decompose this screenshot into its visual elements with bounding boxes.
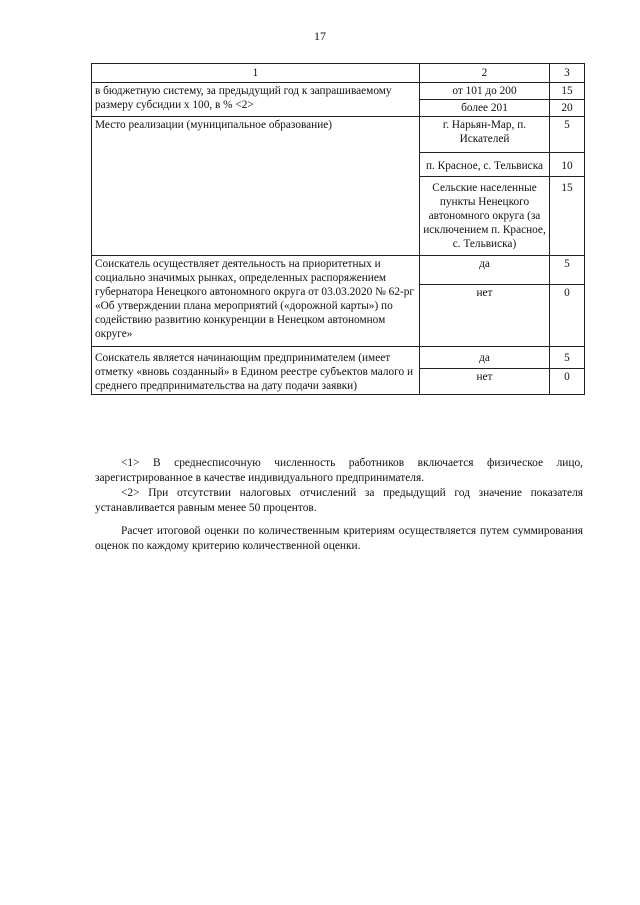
table-row (92, 347, 585, 369)
footnote-1: <1> В среднесписочную численность работников включается физическое лицо, зарегистрированное в качестве индивидуального предпринимателя. (95, 457, 583, 484)
starter-value-yes: да (420, 347, 550, 369)
starter-score-yes: 5 (550, 347, 585, 369)
header-col-1: 1 (92, 64, 420, 83)
starter-value-no: нет (420, 369, 550, 395)
priority-value-yes: да (420, 256, 550, 285)
budget-score-2: 20 (550, 100, 585, 117)
place-score-3: 15 (550, 177, 585, 256)
footnote-2: <2> При отсутствии налоговых отчислений за предыдущий год значение показателя устанавливается равным менее 50 процентов. (95, 487, 583, 514)
priority-score-yes: 5 (550, 256, 585, 285)
header-col-3: 3 (550, 64, 585, 83)
budget-value-1: от 101 до 200 (420, 83, 550, 100)
table-header-row (92, 64, 585, 83)
table-row (92, 256, 585, 285)
budget-value-2: более 201 (420, 100, 550, 117)
place-score-2: 10 (550, 153, 585, 177)
table-row (92, 83, 585, 100)
footnotes (95, 456, 583, 554)
place-value-2: п. Красное, с. Тельвиска (420, 153, 550, 177)
priority-value-no: нет (420, 285, 550, 347)
table-row (92, 117, 585, 153)
priority-criterion-label: Соискатель осуществляет деятельность на приоритетных и социально значимых рынках, определенных распоряжением губернатора Ненецкого автономного округа от 03.03.2020 № 62-рг «Об утверждении плана мероприятий («дорожной карты») по содействию развитию конкуренции в Ненецком автономном округе» (92, 256, 420, 347)
priority-score-no: 0 (550, 285, 585, 347)
criteria-table (91, 63, 585, 395)
place-score-1: 5 (550, 117, 585, 153)
starter-score-no: 0 (550, 369, 585, 395)
header-col-2: 2 (420, 64, 550, 83)
place-value-3: Сельские населенные пункты Ненецкого автономного округа (за исключением п. Красное, с. Тельвиска) (420, 177, 550, 256)
page-number: 17 (314, 29, 326, 43)
budget-criterion-label: в бюджетную систему, за предыдущий год к запрашиваемому размеру субсидии x 100, в % <2> (92, 83, 420, 117)
place-criterion-label: Место реализации (муниципальное образование) (92, 117, 420, 256)
place-value-1: г. Нарьян-Мар, п. Искателей (420, 117, 550, 153)
starter-criterion-label: Соискатель является начинающим предпринимателем (имеет отметку «вновь созданный» в Едином реестре субъектов малого и среднего предпринимательства на дату подачи заявки) (92, 347, 420, 395)
budget-score-1: 15 (550, 83, 585, 100)
summary-paragraph: Расчет итоговой оценки по количественным критериям осуществляется путем суммирования оценок по каждому критерию количественной оценки. (95, 525, 583, 552)
